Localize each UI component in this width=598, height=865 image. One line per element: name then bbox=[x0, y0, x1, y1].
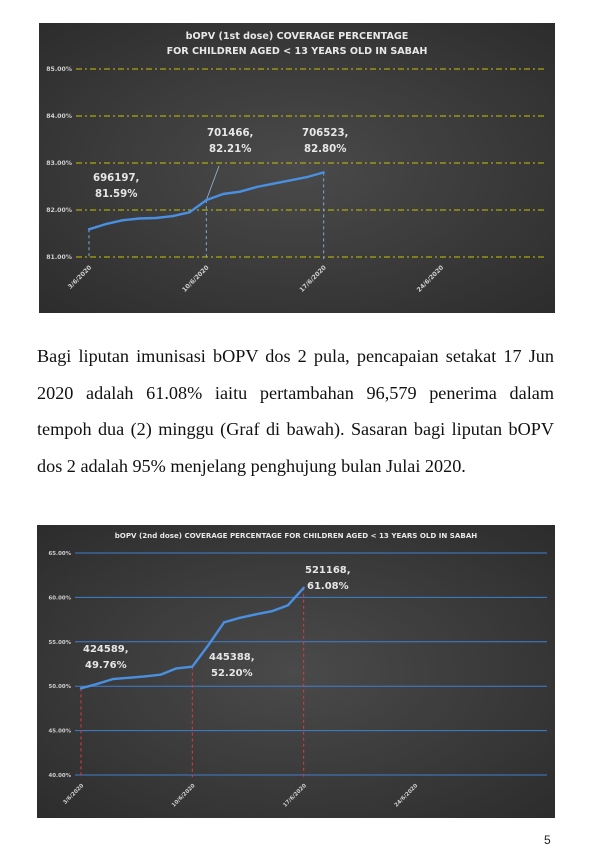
data-point bbox=[155, 217, 157, 219]
y-tick-label: 83.00% bbox=[46, 160, 72, 167]
data-point bbox=[188, 211, 190, 213]
data-label-count: 445388, bbox=[209, 652, 255, 663]
data-point bbox=[80, 687, 82, 689]
x-tick-label: 24/6/2020 bbox=[415, 264, 446, 294]
x-tick-label: 24/6/2020 bbox=[393, 783, 420, 809]
x-tick-label: 17/6/2020 bbox=[298, 264, 328, 294]
data-point bbox=[322, 171, 324, 173]
data-label-count: 706523, bbox=[302, 128, 349, 139]
data-point bbox=[271, 610, 273, 612]
bopv-dose1-chart-svg bbox=[39, 23, 555, 313]
data-point bbox=[96, 683, 98, 685]
y-tick-label: 81.00% bbox=[46, 254, 72, 261]
data-point bbox=[175, 667, 177, 669]
data-point bbox=[222, 193, 224, 195]
data-point bbox=[239, 190, 241, 192]
x-tick-label: 17/6/2020 bbox=[282, 783, 308, 809]
y-tick-label: 45.00% bbox=[48, 728, 71, 735]
y-tick-label: 65.00% bbox=[48, 551, 71, 557]
data-label-percent: 49.76% bbox=[85, 660, 127, 671]
y-tick-label: 50.00% bbox=[48, 684, 71, 691]
data-point bbox=[159, 673, 161, 675]
data-label-percent: 61.08% bbox=[307, 581, 349, 592]
x-tick-label: 3/6/2020 bbox=[62, 783, 86, 806]
y-tick-label: 82.00% bbox=[46, 207, 72, 214]
data-point bbox=[128, 677, 130, 679]
y-tick-label: 60.00% bbox=[48, 595, 71, 602]
y-tick-label: 40.00% bbox=[48, 773, 71, 779]
data-label-count: 521168, bbox=[305, 565, 351, 576]
chart-title-line: bOPV (2nd dose) COVERAGE PERCENTAGE FOR CHILDREN AGED < 13 YEARS OLD IN SABAH bbox=[114, 531, 478, 540]
x-tick-label: 10/6/2020 bbox=[181, 264, 211, 294]
data-point bbox=[255, 613, 257, 615]
data-point bbox=[239, 617, 241, 619]
data-label-percent: 82.21% bbox=[209, 144, 252, 155]
data-point bbox=[143, 675, 145, 677]
y-tick-label: 55.00% bbox=[48, 639, 71, 646]
data-point bbox=[289, 179, 291, 181]
data-label-percent: 52.20% bbox=[211, 668, 253, 679]
body-paragraph: Bagi liputan imunisasi bOPV dos 2 pula, pencapaian setakat 17 Jun 2020 adalah 61.08% iaitu pertambahan 96,579 penerima dalam tempoh dua (2) minggu (Graf di bawah). Sasaran bagi liputan bOPV dos 2 adalah 95% menjelang penghujung bulan Julai 2020. bbox=[37, 346, 554, 476]
data-point bbox=[272, 182, 274, 184]
data-point bbox=[138, 217, 140, 219]
bopv-dose2-chart-svg bbox=[37, 525, 555, 818]
data-point bbox=[223, 621, 225, 623]
bopv-dose2-chart bbox=[37, 525, 555, 818]
x-tick-label: 10/6/2020 bbox=[170, 783, 197, 809]
data-label-count: 424589, bbox=[83, 644, 129, 655]
data-point bbox=[302, 587, 304, 589]
data-point bbox=[255, 186, 257, 188]
data-point bbox=[205, 199, 207, 201]
y-tick-label: 85.00% bbox=[46, 66, 72, 73]
page-number: 5 bbox=[544, 833, 551, 847]
data-label-count: 701466, bbox=[207, 128, 254, 139]
data-point bbox=[287, 604, 289, 606]
data-point bbox=[88, 228, 90, 230]
data-point bbox=[172, 215, 174, 217]
data-point bbox=[191, 665, 193, 667]
data-point bbox=[121, 219, 123, 221]
data-point bbox=[112, 678, 114, 680]
data-point bbox=[105, 223, 107, 225]
x-tick-label: 3/6/2020 bbox=[66, 264, 94, 291]
data-label-count: 696197, bbox=[93, 173, 140, 184]
data-point bbox=[306, 176, 308, 178]
chart-title-line: FOR CHILDREN AGED < 13 YEARS OLD IN SABAH bbox=[166, 46, 428, 57]
data-label-percent: 81.59% bbox=[95, 189, 138, 200]
data-label-percent: 82.80% bbox=[304, 144, 347, 155]
y-tick-label: 84.00% bbox=[46, 113, 72, 120]
data-point bbox=[207, 644, 209, 646]
chart-title-line: bOPV (1st dose) COVERAGE PERCENTAGE bbox=[185, 31, 409, 42]
bopv-dose1-chart bbox=[39, 23, 555, 313]
